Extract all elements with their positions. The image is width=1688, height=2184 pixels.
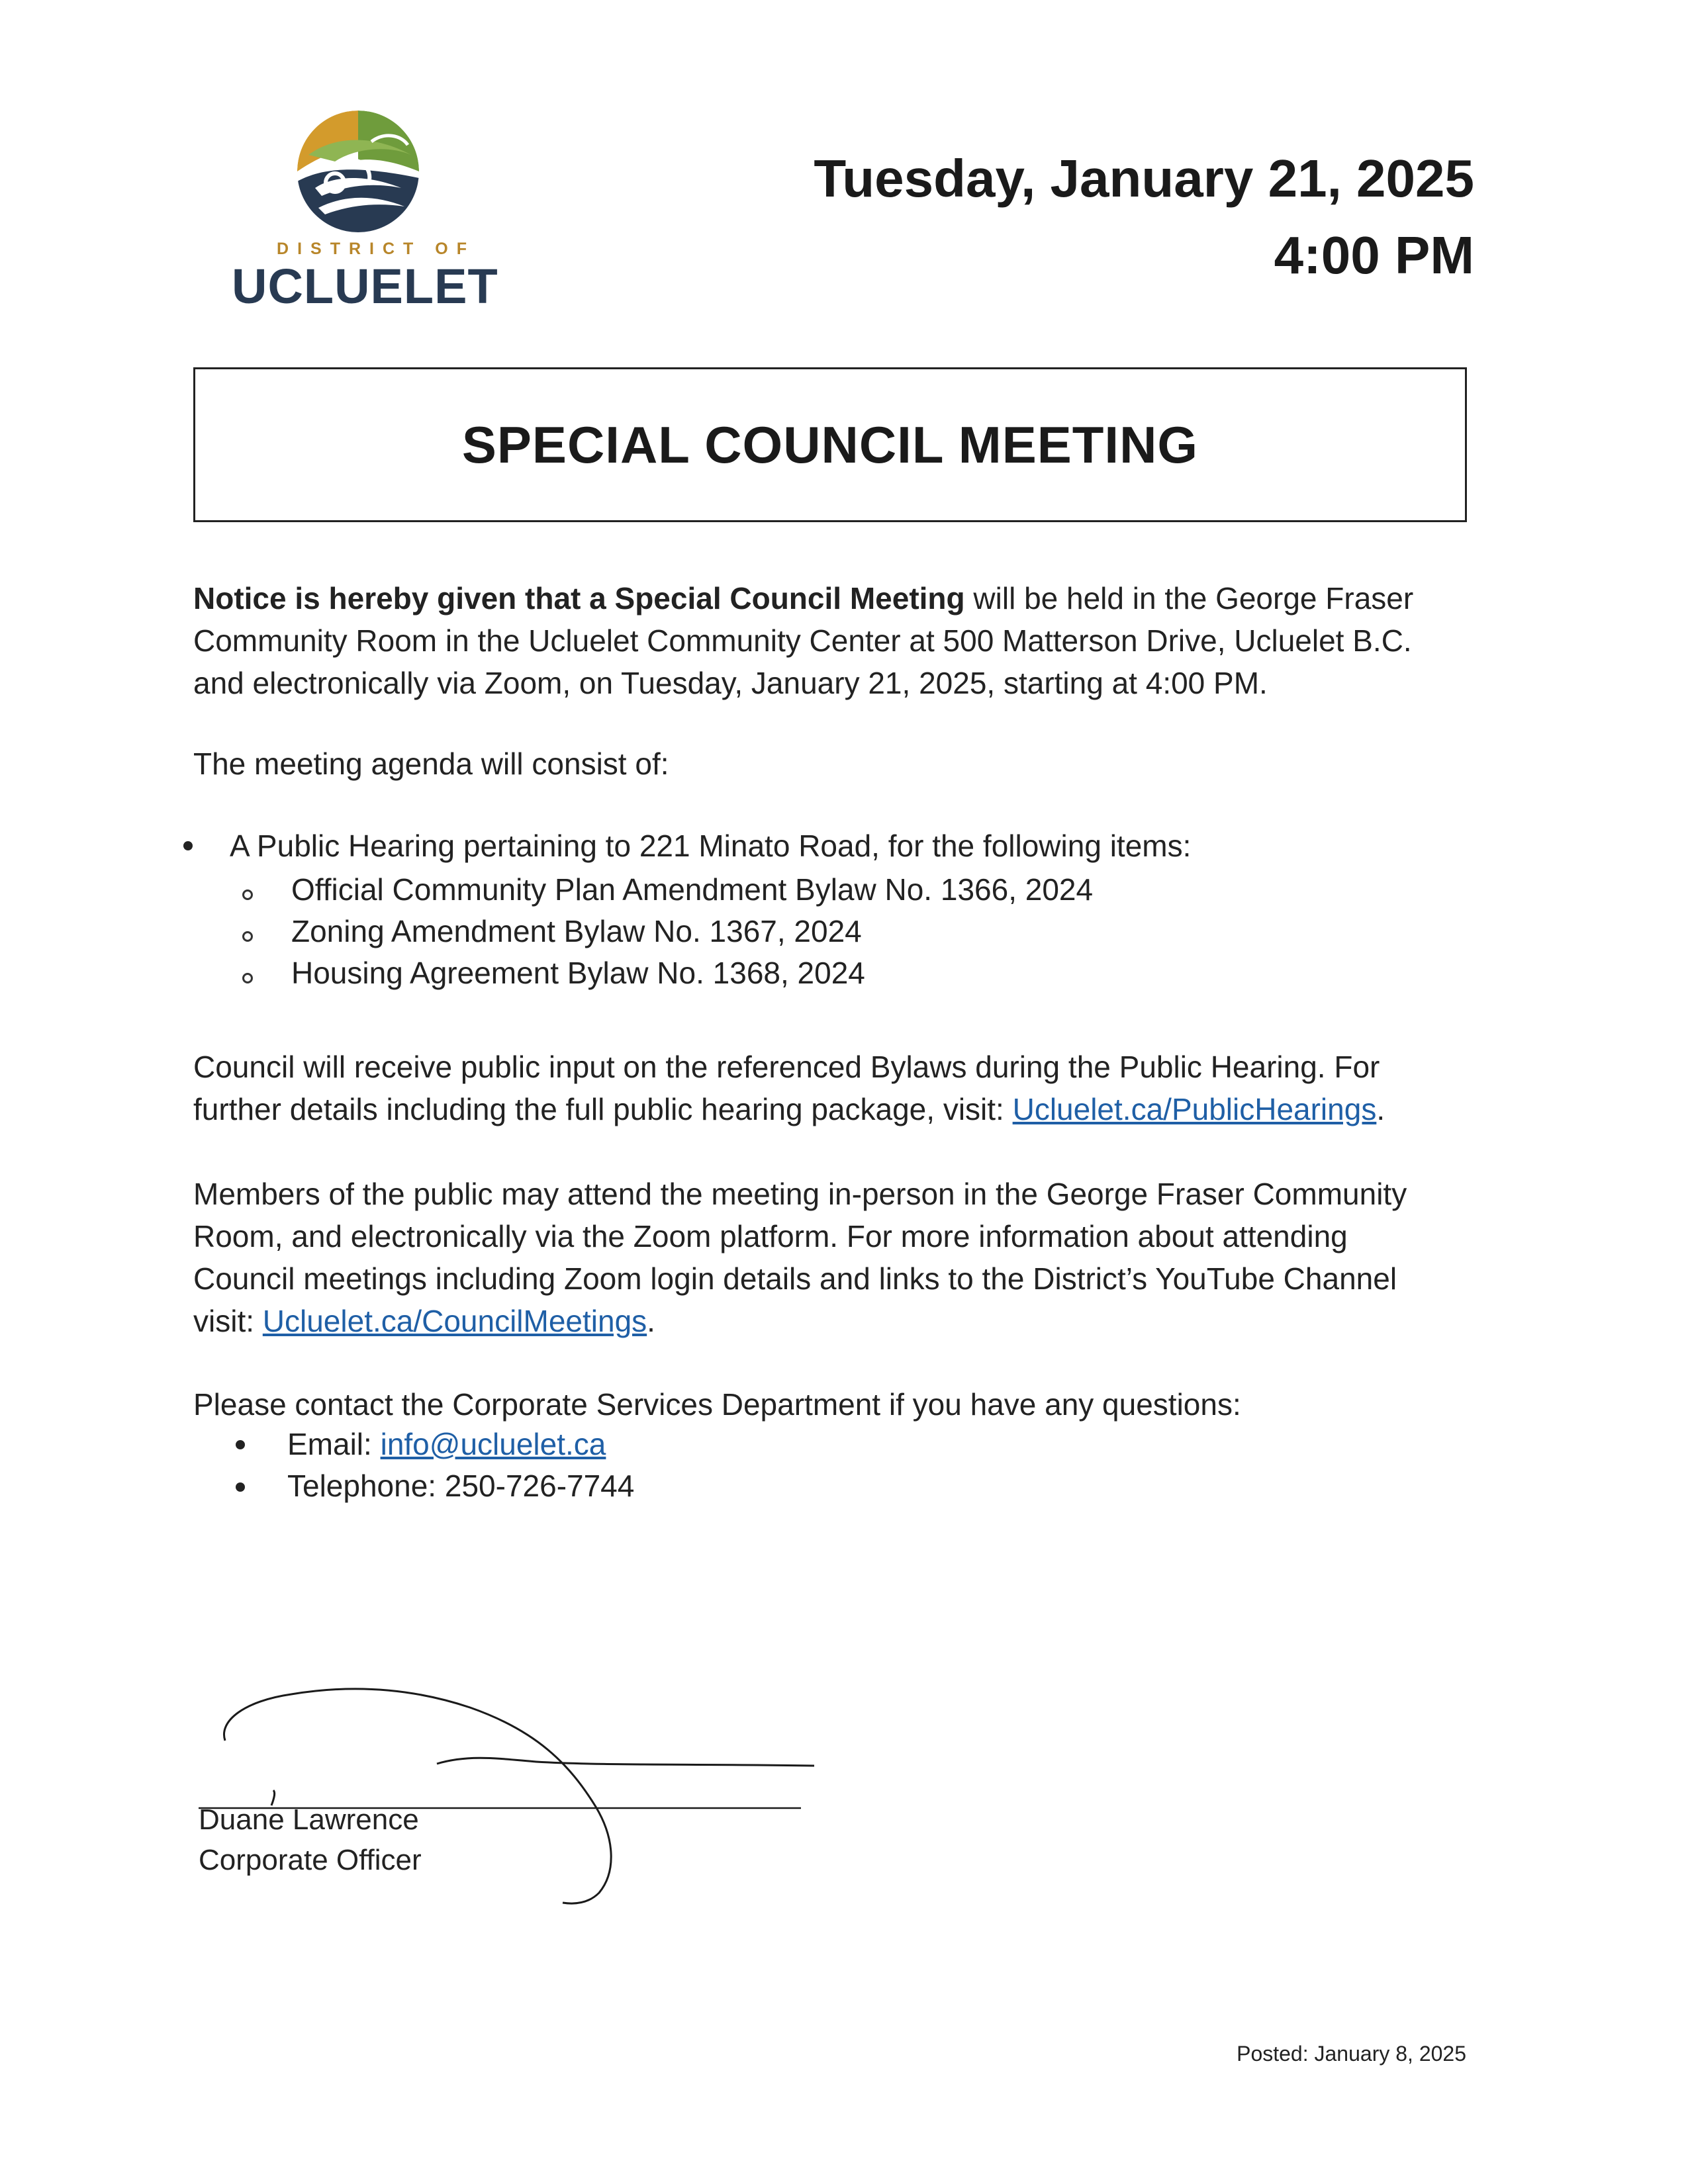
council-meetings-link[interactable]: Ucluelet.ca/CouncilMeetings [262, 1304, 647, 1338]
public-input-period: . [1376, 1092, 1385, 1126]
agenda-intro: The meeting agenda will consist of: [193, 747, 669, 781]
attendance-line-1: Members of the public may attend the meeting in-person in the George Fraser Community [193, 1177, 1407, 1211]
agenda-sub-item: Official Community Plan Amendment Bylaw No. 1366, 2024 [291, 872, 1094, 907]
public-input-line-2 [193, 1088, 1491, 1130]
notice-bold-lead: Notice is hereby given that a Special Council Meeting [193, 581, 965, 615]
public-hearings-link[interactable]: Ucluelet.ca/PublicHearings [1012, 1092, 1377, 1126]
agenda-sub-item: Housing Agreement Bylaw No. 1368, 2024 [291, 956, 865, 990]
contact-phone-row [287, 1465, 634, 1507]
agenda-sub-item: Zoning Amendment Bylaw No. 1367, 2024 [291, 914, 862, 948]
attendance-line-2: Room, and electronically via the Zoom platform. For more information about attending [193, 1219, 1348, 1253]
ucluelet-logo-emblem-icon [295, 109, 421, 234]
phone-label: Telephone: [287, 1469, 445, 1503]
notice-line-1-rest: will be held in the George Fraser [964, 581, 1414, 615]
bullet-icon [183, 841, 193, 850]
logo-ucluelet-text: UCLUELET [232, 259, 498, 314]
bullet-icon [236, 1440, 245, 1449]
signatory-title: Corporate Officer [199, 1844, 422, 1876]
bullet-icon [236, 1482, 245, 1492]
notice-paragraph [193, 577, 1491, 704]
attendance-line-4 [193, 1300, 1491, 1342]
sub-bullet-icon [242, 889, 253, 900]
sub-bullet-icon [242, 973, 253, 983]
attendance-line-4-text: visit: [193, 1304, 263, 1338]
public-input-line-1: Council will receive public input on the referenced Bylaws during the Public Hearing. For [193, 1050, 1380, 1084]
sub-bullet-icon [242, 931, 253, 942]
notice-line-1 [193, 577, 1491, 619]
attendance-line-3: Council meetings including Zoom login details and links to the District’s YouTube Channel [193, 1261, 1397, 1296]
agenda-main-item: A Public Hearing pertaining to 221 Minato Road, for the following items: [230, 829, 1192, 863]
email-label: Email: [287, 1427, 381, 1461]
page-title: SPECIAL COUNCIL MEETING [461, 415, 1199, 474]
attendance-paragraph [193, 1173, 1491, 1342]
contact-intro: Please contact the Corporate Services Department if you have any questions: [193, 1387, 1241, 1422]
signatory-name: Duane Lawrence [199, 1803, 419, 1836]
meeting-time: 4:00 PM [1274, 226, 1474, 285]
public-input-line-2-text: further details including the full public hearing package, visit: [193, 1092, 1013, 1126]
title-box [193, 367, 1467, 522]
notice-line-2: Community Room in the Ucluelet Community Center at 500 Matterson Drive, Ucluelet B.C. [193, 623, 1412, 658]
logo-district-of-text: DISTRICT OF [277, 240, 475, 258]
contact-email-row [287, 1423, 606, 1465]
public-input-paragraph [193, 1046, 1491, 1130]
notice-line-3: and electronically via Zoom, on Tuesday, January 21, 2025, starting at 4:00 PM. [193, 666, 1268, 700]
attendance-period: . [647, 1304, 655, 1338]
posted-date: Posted: January 8, 2025 [1237, 2042, 1466, 2066]
email-link[interactable]: info@ucluelet.ca [380, 1427, 606, 1461]
phone-number: 250-726-7744 [444, 1469, 635, 1503]
meeting-date: Tuesday, January 21, 2025 [814, 149, 1474, 208]
